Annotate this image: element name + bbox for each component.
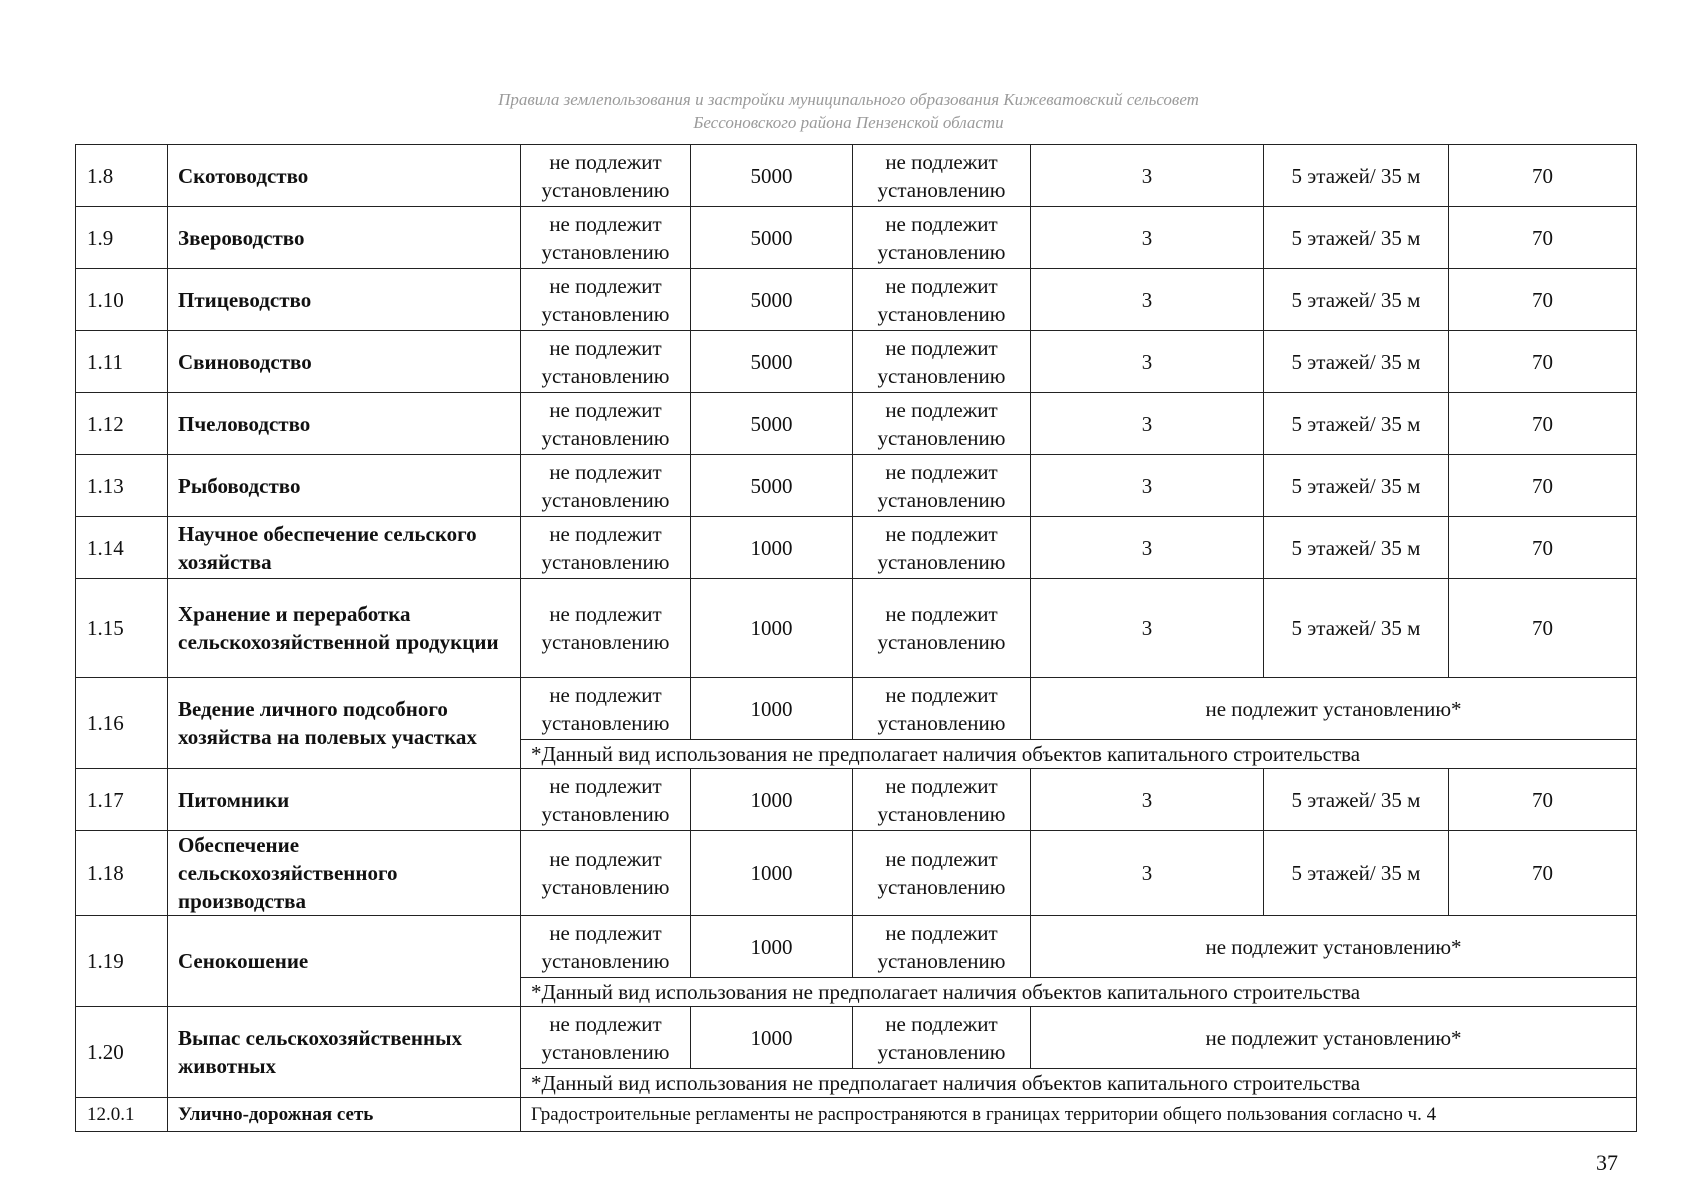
- max-area-cell: 5000: [691, 455, 853, 517]
- table-row: [76, 769, 1637, 831]
- use-type-name: Выпас сельскохозяйственных животных: [168, 1007, 521, 1098]
- coverage-cell: 70: [1449, 517, 1637, 579]
- row-number: 1.16: [76, 678, 168, 769]
- table-row: [76, 207, 1637, 269]
- use-type-name: Улично-дорожная сеть: [168, 1098, 521, 1132]
- max-height-cell: 5 этажей/ 35 м: [1264, 455, 1449, 517]
- setback-cell: не подлежит установлению: [853, 331, 1031, 393]
- min-area-cell: не подлежит установлению: [521, 331, 691, 393]
- max-area-cell: 1000: [691, 579, 853, 678]
- row-number: 12.0.1: [76, 1098, 168, 1132]
- min-indent-cell: 3: [1031, 517, 1264, 579]
- max-area-cell: 1000: [691, 517, 853, 579]
- use-type-name: Звероводство: [168, 207, 521, 269]
- max-area-cell: 5000: [691, 393, 853, 455]
- use-type-name: Питомники: [168, 769, 521, 831]
- setback-cell: не подлежит установлению: [853, 393, 1031, 455]
- table-row: [76, 916, 1637, 978]
- max-area-cell: 5000: [691, 207, 853, 269]
- footnote-cell: *Данный вид использования не предполагает наличия объектов капитального строительства: [521, 1069, 1637, 1098]
- regulations-table-container: [75, 144, 1636, 1132]
- coverage-cell: 70: [1449, 769, 1637, 831]
- page-number: 37: [1596, 1150, 1618, 1175]
- min-indent-cell: 3: [1031, 331, 1264, 393]
- use-type-name: Обеспечение сельскохозяйственного производства: [168, 831, 521, 916]
- coverage-cell: 70: [1449, 455, 1637, 517]
- use-type-name: Ведение личного подсобного хозяйства на полевых участках: [168, 678, 521, 769]
- max-area-cell: 5000: [691, 331, 853, 393]
- table-row: [76, 678, 1637, 740]
- row-number: 1.18: [76, 831, 168, 916]
- max-height-cell: 5 этажей/ 35 м: [1264, 831, 1449, 916]
- row-number: 1.20: [76, 1007, 168, 1098]
- row-number: 1.13: [76, 455, 168, 517]
- min-area-cell: не подлежит установлению: [521, 269, 691, 331]
- max-height-cell: 5 этажей/ 35 м: [1264, 517, 1449, 579]
- coverage-cell: 70: [1449, 145, 1637, 207]
- max-height-cell: 5 этажей/ 35 м: [1264, 269, 1449, 331]
- max-height-cell: 5 этажей/ 35 м: [1264, 769, 1449, 831]
- min-indent-cell: 3: [1031, 579, 1264, 678]
- document-header: [0, 88, 1697, 134]
- setback-cell: не подлежит установлению: [853, 145, 1031, 207]
- table-row: [76, 1098, 1637, 1132]
- min-indent-cell: 3: [1031, 207, 1264, 269]
- setback-cell: не подлежит установлению: [853, 579, 1031, 678]
- coverage-cell: 70: [1449, 393, 1637, 455]
- max-height-cell: 5 этажей/ 35 м: [1264, 207, 1449, 269]
- max-area-cell: 1000: [691, 831, 853, 916]
- use-type-name: Сенокошение: [168, 916, 521, 1007]
- table-row: [76, 1007, 1637, 1069]
- merged-not-established-cell: не подлежит установлению*: [1031, 1007, 1637, 1069]
- coverage-cell: 70: [1449, 831, 1637, 916]
- use-type-name: Пчеловодство: [168, 393, 521, 455]
- min-area-cell: не подлежит установлению: [521, 678, 691, 740]
- setback-cell: не подлежит установлению: [853, 517, 1031, 579]
- min-area-cell: не подлежит установлению: [521, 769, 691, 831]
- setback-cell: не подлежит установлению: [853, 769, 1031, 831]
- use-type-name: Рыбоводство: [168, 455, 521, 517]
- setback-cell: не подлежит установлению: [853, 269, 1031, 331]
- use-type-name: Свиноводство: [168, 331, 521, 393]
- footnote-cell: *Данный вид использования не предполагает наличия объектов капитального строительства: [521, 978, 1637, 1007]
- max-height-cell: 5 этажей/ 35 м: [1264, 579, 1449, 678]
- setback-cell: не подлежит установлению: [853, 831, 1031, 916]
- min-area-cell: не подлежит установлению: [521, 579, 691, 678]
- setback-cell: не подлежит установлению: [853, 916, 1031, 978]
- use-type-name: Скотоводство: [168, 145, 521, 207]
- min-indent-cell: 3: [1031, 393, 1264, 455]
- table-row: [76, 393, 1637, 455]
- table-row: [76, 269, 1637, 331]
- table-row: [76, 517, 1637, 579]
- min-area-cell: не подлежит установлению: [521, 1007, 691, 1069]
- setback-cell: не подлежит установлению: [853, 678, 1031, 740]
- min-indent-cell: 3: [1031, 455, 1264, 517]
- header-line-1: Правила землепользования и застройки муниципального образования Кижеватовский сельсовет: [498, 90, 1199, 109]
- row-number: 1.10: [76, 269, 168, 331]
- row-number: 1.11: [76, 331, 168, 393]
- min-indent-cell: 3: [1031, 831, 1264, 916]
- use-type-name: Птицеводство: [168, 269, 521, 331]
- max-height-cell: 5 этажей/ 35 м: [1264, 145, 1449, 207]
- max-height-cell: 5 этажей/ 35 м: [1264, 331, 1449, 393]
- coverage-cell: 70: [1449, 331, 1637, 393]
- table-row: [76, 831, 1637, 916]
- regulation-note-cell: Градостроительные регламенты не распространяются в границах территории общего пользования согласно ч. 4: [521, 1098, 1637, 1132]
- table-row: [76, 455, 1637, 517]
- min-area-cell: не подлежит установлению: [521, 207, 691, 269]
- max-area-cell: 1000: [691, 1007, 853, 1069]
- min-indent-cell: 3: [1031, 145, 1264, 207]
- table-row: [76, 331, 1637, 393]
- min-area-cell: не подлежит установлению: [521, 517, 691, 579]
- setback-cell: не подлежит установлению: [853, 455, 1031, 517]
- min-area-cell: не подлежит установлению: [521, 455, 691, 517]
- table-row: [76, 579, 1637, 678]
- max-height-cell: 5 этажей/ 35 м: [1264, 393, 1449, 455]
- coverage-cell: 70: [1449, 269, 1637, 331]
- max-area-cell: 5000: [691, 269, 853, 331]
- row-number: 1.12: [76, 393, 168, 455]
- coverage-cell: 70: [1449, 579, 1637, 678]
- max-area-cell: 1000: [691, 769, 853, 831]
- min-area-cell: не подлежит установлению: [521, 393, 691, 455]
- merged-not-established-cell: не подлежит установлению*: [1031, 916, 1637, 978]
- max-area-cell: 1000: [691, 916, 853, 978]
- row-number: 1.14: [76, 517, 168, 579]
- setback-cell: не подлежит установлению: [853, 1007, 1031, 1069]
- row-number: 1.8: [76, 145, 168, 207]
- table-row: [76, 145, 1637, 207]
- setback-cell: не подлежит установлению: [853, 207, 1031, 269]
- use-type-name: Научное обеспечение сельского хозяйства: [168, 517, 521, 579]
- min-area-cell: не подлежит установлению: [521, 831, 691, 916]
- max-area-cell: 5000: [691, 145, 853, 207]
- merged-not-established-cell: не подлежит установлению*: [1031, 678, 1637, 740]
- header-line-2: Бессоновского района Пензенской области: [693, 113, 1004, 132]
- regulations-table: [75, 144, 1637, 1132]
- min-indent-cell: 3: [1031, 769, 1264, 831]
- row-number: 1.9: [76, 207, 168, 269]
- max-area-cell: 1000: [691, 678, 853, 740]
- min-indent-cell: 3: [1031, 269, 1264, 331]
- row-number: 1.15: [76, 579, 168, 678]
- coverage-cell: 70: [1449, 207, 1637, 269]
- min-area-cell: не подлежит установлению: [521, 916, 691, 978]
- row-number: 1.17: [76, 769, 168, 831]
- row-number: 1.19: [76, 916, 168, 1007]
- footnote-cell: *Данный вид использования не предполагает наличия объектов капитального строительства: [521, 740, 1637, 769]
- use-type-name: Хранение и переработка сельскохозяйственной продукции: [168, 579, 521, 678]
- min-area-cell: не подлежит установлению: [521, 145, 691, 207]
